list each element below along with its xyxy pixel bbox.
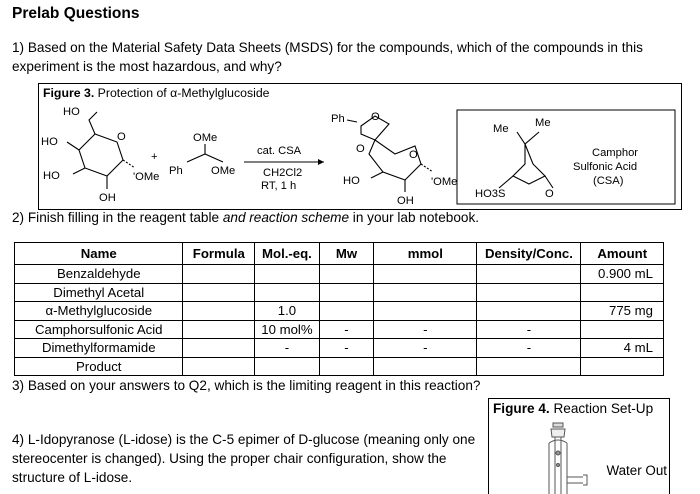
table-header-row: [15, 243, 664, 265]
svg-text:OMe: OMe: [211, 165, 236, 177]
condenser-icon: [539, 421, 599, 494]
table-row: Dimethylformamide - - - - 4 mL: [15, 339, 664, 358]
plus-sign: +: [151, 151, 158, 163]
svg-text:'OMe: 'OMe: [133, 171, 160, 183]
figure-3-caption-text: Protection of α-Methylglucoside: [97, 86, 270, 100]
table-row: Benzaldehyde 0.900 mL: [15, 265, 664, 284]
reagent-conditions: RT, 1 h: [261, 180, 297, 192]
col-mmol: mmol: [374, 243, 477, 265]
svg-text:Me: Me: [535, 117, 551, 129]
col-amount: Amount: [581, 243, 664, 265]
csa-label-1: Camphor: [592, 147, 639, 159]
acetal-structure: [187, 144, 223, 162]
svg-text:'OMe: 'OMe: [431, 176, 458, 188]
svg-text:OMe: OMe: [193, 132, 218, 144]
col-formula: Formula: [183, 243, 255, 265]
question-1: 1) Based on the Material Safety Data Sheets (MSDS) for the compounds, which of the compounds in this experiment is the most hazardous, and why?: [12, 40, 643, 74]
question-3: 3) Based on your answers to Q2, which is the limiting reagent in this reaction?: [12, 378, 481, 393]
svg-text:O: O: [356, 143, 365, 155]
reagent-catalyst: cat. CSA: [257, 145, 302, 157]
svg-text:HO: HO: [41, 136, 58, 148]
figure-4-caption: [493, 401, 653, 416]
svg-text:HO: HO: [63, 106, 80, 118]
table-row: α-Methylglucoside 1.0 775 mg: [15, 302, 664, 321]
svg-text:Me: Me: [493, 123, 509, 135]
question-4: 4) L-Idopyranose (L-idose) is the C-5 epimer of D-glucose (meaning only one stereocenter is changed). Using the proper chair configuration, show the structure of L-idose.: [12, 432, 476, 485]
svg-text:O: O: [117, 131, 126, 143]
svg-text:Ph: Ph: [331, 113, 345, 125]
csa-box: [457, 110, 675, 204]
table-row: Dimethyl Acetal: [15, 283, 664, 302]
svg-text:HO: HO: [343, 175, 360, 187]
svg-text:OH: OH: [397, 195, 414, 207]
figure-3: [38, 83, 682, 210]
svg-text:O: O: [371, 111, 380, 123]
page-heading: Prelab Questions: [12, 5, 140, 22]
question-2: 2) Finish filling in the reagent table and reaction scheme in your lab notebook.: [12, 210, 480, 225]
csa-label-3: (CSA): [593, 175, 624, 187]
col-mol-eq: Mol.-eq.: [255, 243, 320, 265]
figure-4-caption-text: Reaction Set-Up: [553, 401, 654, 416]
svg-text:O: O: [545, 188, 554, 200]
methylglucoside-structure: [67, 112, 135, 189]
figure-4: [488, 398, 670, 494]
reaction-scheme: [39, 84, 681, 209]
svg-text:HO: HO: [43, 170, 60, 182]
water-out-label: Water Out: [606, 463, 667, 478]
table-row: Product: [15, 357, 664, 376]
reagent-table: [14, 242, 664, 376]
col-name: Name: [15, 243, 183, 265]
svg-text:O: O: [409, 149, 418, 161]
reagent-solvent: CH2Cl2: [263, 167, 303, 179]
svg-text:OH: OH: [99, 192, 116, 204]
col-density: Density/Conc.: [477, 243, 581, 265]
csa-label-2: Sulfonic Acid: [573, 161, 638, 173]
figure-4-label: Figure 4.: [493, 401, 550, 416]
table-row: Camphorsulfonic Acid 10 mol% - - -: [15, 320, 664, 339]
figure-3-label: Figure 3.: [43, 86, 95, 100]
col-mw: Mw: [319, 243, 373, 265]
svg-text:Ph: Ph: [169, 165, 183, 177]
svg-text:HO3S: HO3S: [475, 188, 506, 200]
